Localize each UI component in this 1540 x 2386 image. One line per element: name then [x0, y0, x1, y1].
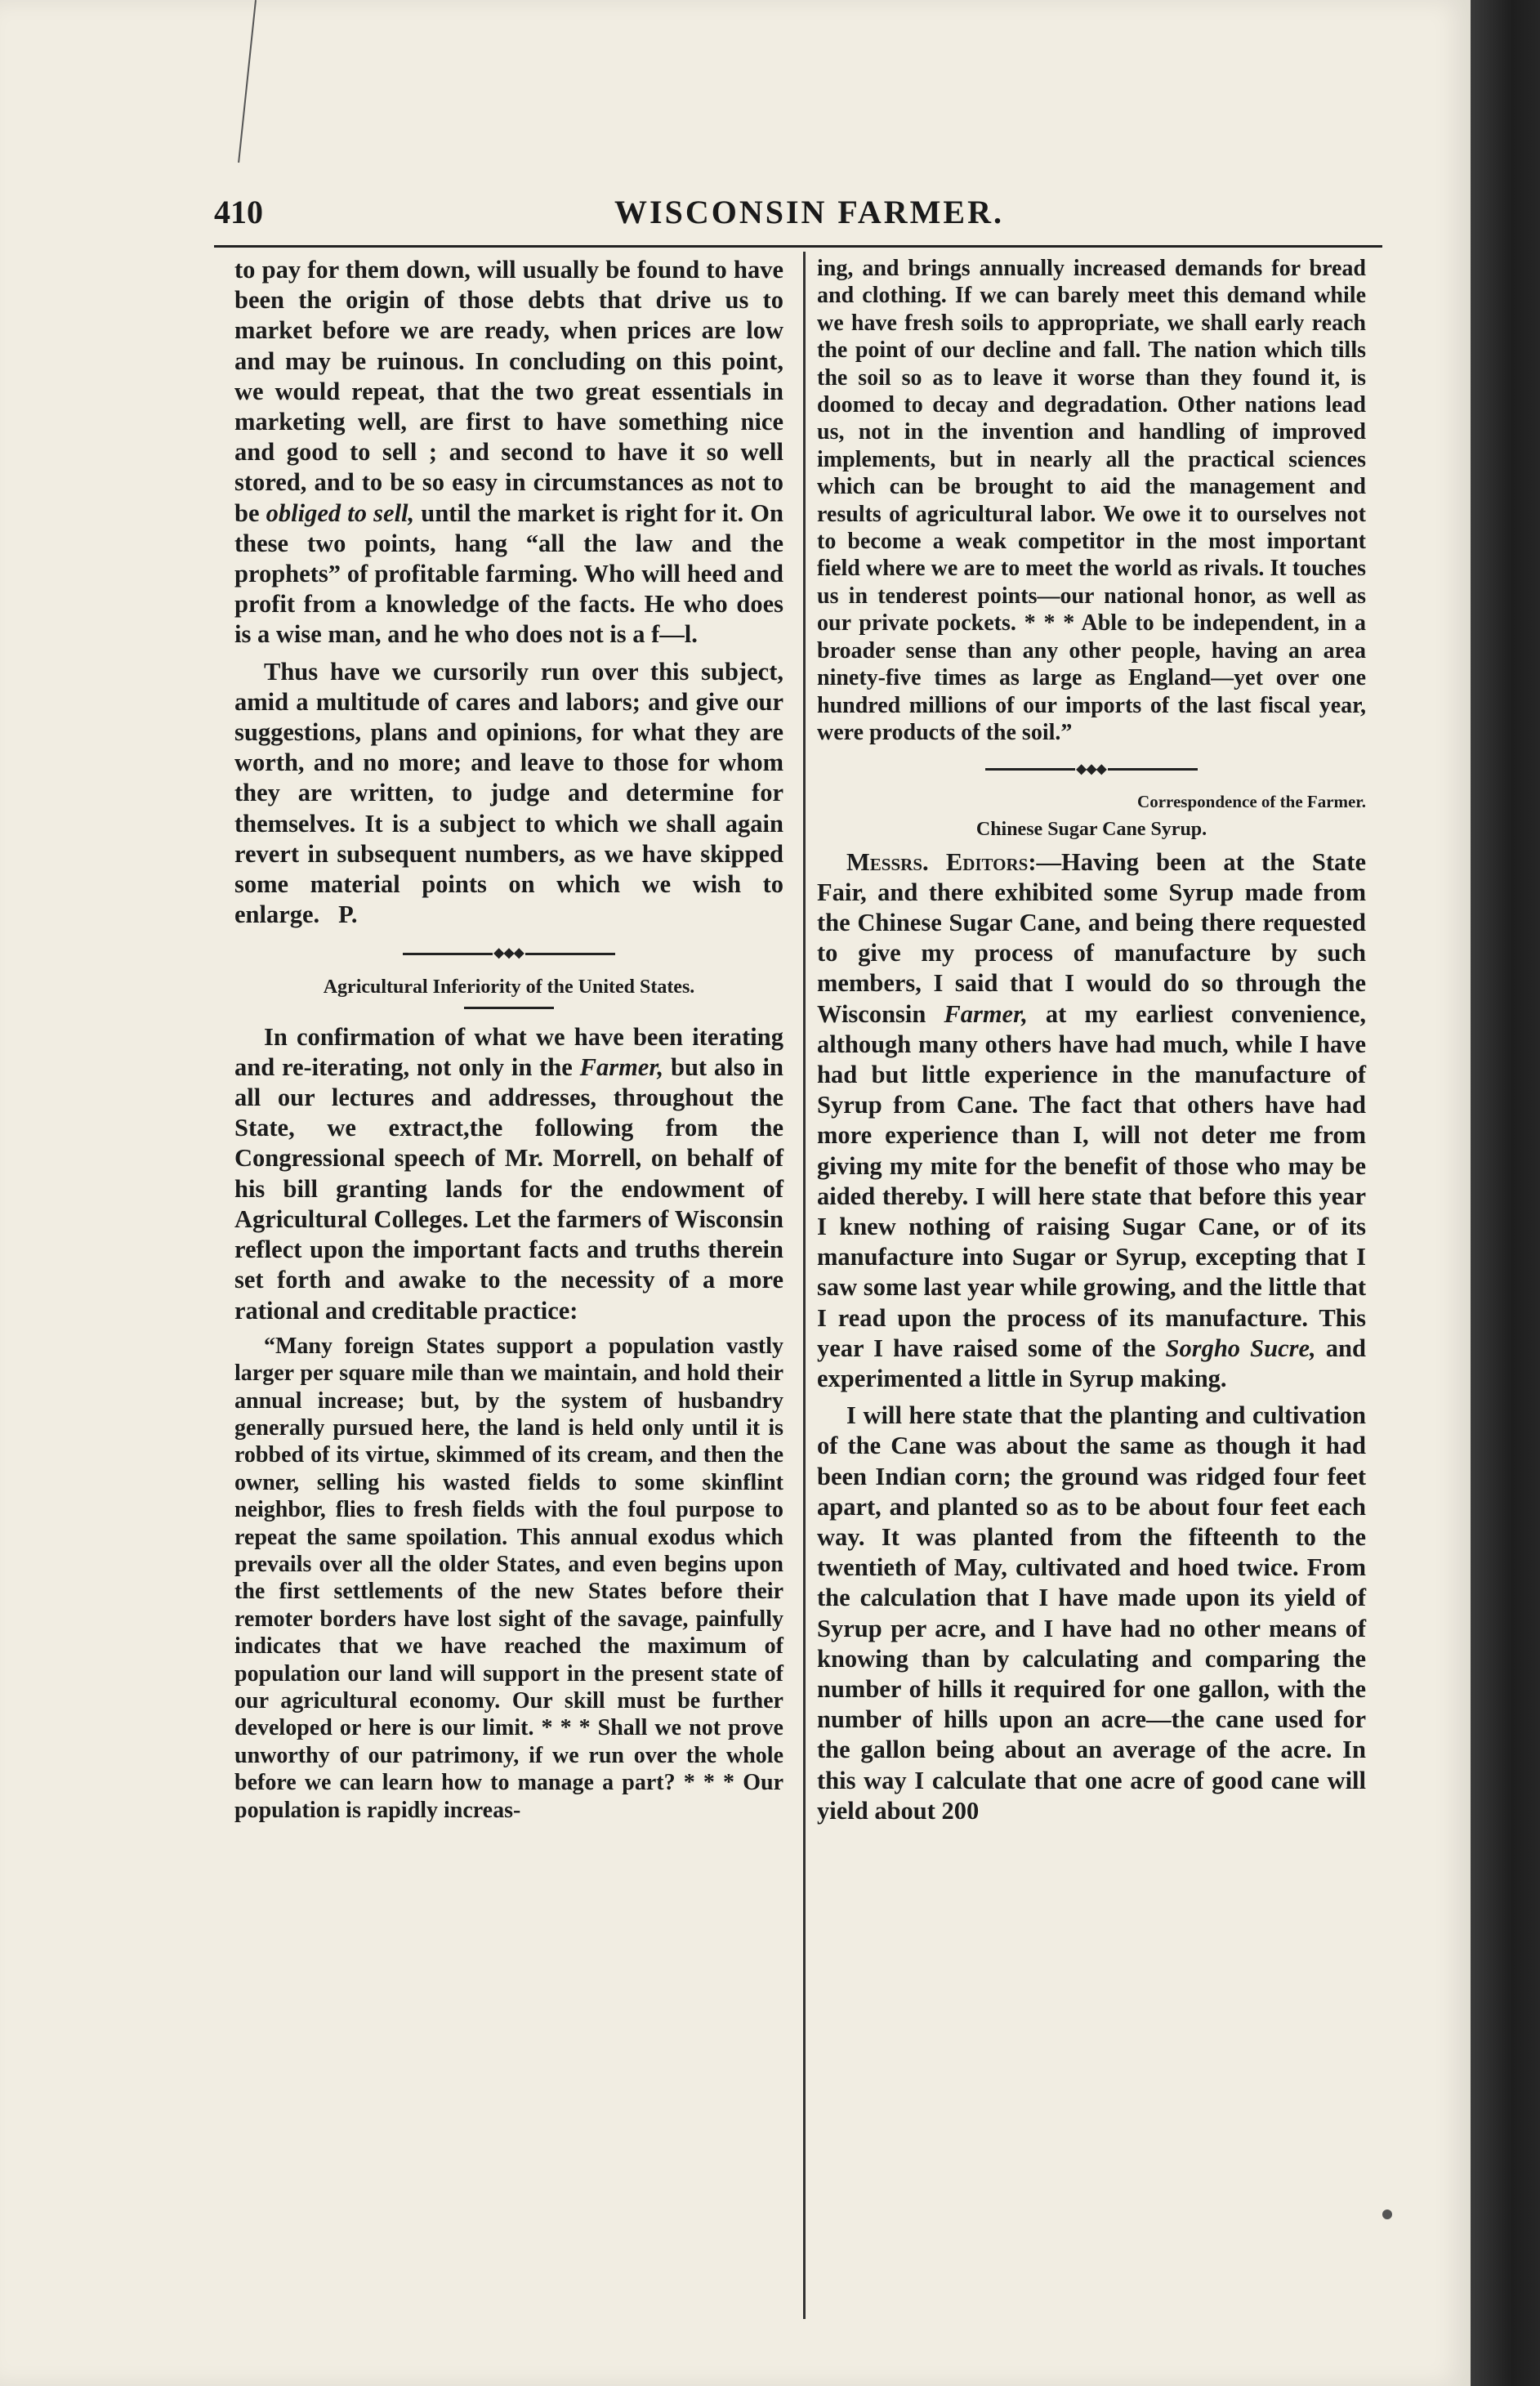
header-rule [214, 245, 1382, 248]
signature: P. [338, 900, 358, 929]
letter-text: —Having been at the State Fair, and there exhibited some Syrup made from the Chinese Sugar Cane, and being there requested to give my process of manufacture by such members, I said that I would do so through the Wisconsin [817, 847, 1366, 1028]
running-head [214, 193, 1382, 234]
section-ornament: ◆◆◆ [817, 754, 1366, 784]
article-italic: Farmer, [579, 1052, 664, 1081]
journal-title: WISCONSIN FARMER. [614, 194, 1004, 230]
letter-paragraph-2: I will here state that the planting and cultivation of the Cane was about the same as though it had been Indian corn; the ground was ridged four feet apart, and planted so as to be about four feet each way. It was planted from the fifteenth to the twentieth of May, cultivated and hoed twice. From the calculation that I have made upon its yield of Syrup per acre, and I have had no other means of knowing than by calculating and comparing the number of hills it required for one gallon, with the number of hills upon an acre—the cane used for the gallon being about an average of the acre. In this way I calculate that one acre of good cane will yield about 200 [817, 1401, 1366, 1825]
closing-paragraph [234, 657, 783, 931]
page-number: 410 [214, 194, 263, 230]
letter-italic: Farmer, [944, 999, 1028, 1028]
intro-text: to pay for them down, will usually be found to have been the origin of those debts that drive us to market before we are ready, when prices are low and may be ruinous. In concluding on this point, we would repeat, that the two great essentials in marketing well, are first to have something nice and good to sell ; and second to have it so well stored, and to be so easy in circumstances as not to be [234, 256, 783, 527]
section-ornament: ◆◆◆ [234, 938, 783, 968]
heading-rule [464, 1007, 554, 1009]
margin-pencil-stroke [238, 0, 257, 163]
letter-italic-2: Sorgho Sucre, [1165, 1334, 1316, 1362]
letter-paragraph-1 [817, 847, 1366, 1395]
column-divider [803, 252, 806, 2319]
quote-paragraph: “Many foreign States support a population vastly larger per square mile than we maintain, and hold their annual increase; but, by the system of husbandry generally pursued here, the land is held only until it is robbed of its virtue, skimmed of its cream, and then the owner, selling his wasted fields to some skinflint neighbor, flies to fresh fields with the foul purpose to repeat the same spoilation. This annual exodus which prevails over all the older States, and even begins upon the first settlements of the new States before their remoter borders have lost sight of the savage, painfully indicates that we have reached the maximum of population our land will support in the present state of our agricultural economy. Our skill must be further developed or here is our limit. * * * Shall we not prove unworthy of our patrimony, if we run over the whole before we can learn how to manage a part? * * * Our population is rapidly increas- [234, 1333, 783, 1823]
ink-spot [1382, 2210, 1392, 2219]
left-column [234, 255, 783, 1830]
closing-text: Thus have we cursorily run over this subject, amid a multitude of cares and labors; and give our suggestions, plans and opinions, for what they are worth, and no more; and leave to those for whom they are written, to judge and determine for themselves. It is a subject to which we shall again revert in subsequent numbers, as we have skipped some material points on which we wish to enlarge. [234, 657, 783, 929]
correspondence-label: Correspondence of the Farmer. [1137, 791, 1366, 811]
article-paragraph [234, 1022, 783, 1326]
article-heading-agricultural-inferiority: Agricultural Inferiority of the United States. [323, 976, 695, 998]
intro-text-end: until the market is right for it. On these two points, hang “all the law and the prophets” of profitable farming. Who will heed and profit from a knowledge of the facts. He who does is a wise man, and he who does not is a f—l. [234, 498, 783, 649]
salutation: Messrs. Editors: [846, 847, 1037, 876]
article-heading-chinese-sugar-cane: Chinese Sugar Cane Syrup. [975, 818, 1207, 840]
article-text-end: but also in all our lectures and addresses, throughout the State, we extract,the following from the Congressional speech of Mr. Morrell, on behalf of his bill granting lands for the endowment of Agricultural Colleges. Let the farmers of Wisconsin reflect upon the important facts and truths therein set forth and awake to the necessity of a more rational and creditable practice: [234, 1052, 783, 1325]
letter-text-tail: and experimented a little in Syrup making. [817, 1334, 1366, 1392]
right-column [817, 255, 1366, 1833]
intro-paragraph [234, 255, 783, 650]
page-edge-shadow [1471, 0, 1540, 2386]
article-text: In confirmation of what we have been iterating and re-iterating, not only in the [234, 1022, 783, 1081]
quote-continued: ing, and brings annually increased demands for bread and clothing. If we can barely meet this demand while we have fresh soils to appropriate, we shall early reach the point of our decline and fall. The nation which tills the soil so as to leave it worse than they found it, is doomed to decay and degradation. Other nations lead us, not in the invention and handling of improved implements, but in nearly all the practical sciences which can be brought to aid the management and results of agricultural labor. We owe it to ourselves not to become a weak competitor in the most important field where we are to meet the world as rivals. It touches us in tenderest points—our national honor, as well as our private pockets. * * * Able to be independent, in a broader sense than any other people, having an area ninety-five times as large as England—yet over one hundred millions of our imports of the last fiscal year, were products of the soil.” [817, 256, 1366, 745]
letter-text-end: at my earliest convenience, although many others have had much, while I have had but little experience in the manufacture of Syrup from Cane. The fact that others have had more experience than I, will not deter me from giving my mite for the benefit of those who may be aided thereby. I will here state that before this year I knew nothing of raising Sugar Cane, or of its manufacture into Sugar or Syrup, excepting that I saw some last year while growing, and the little that I read upon the process of its manufacture. This year I have raised some of the [817, 999, 1366, 1362]
intro-italic: obliged to sell, [266, 498, 415, 527]
